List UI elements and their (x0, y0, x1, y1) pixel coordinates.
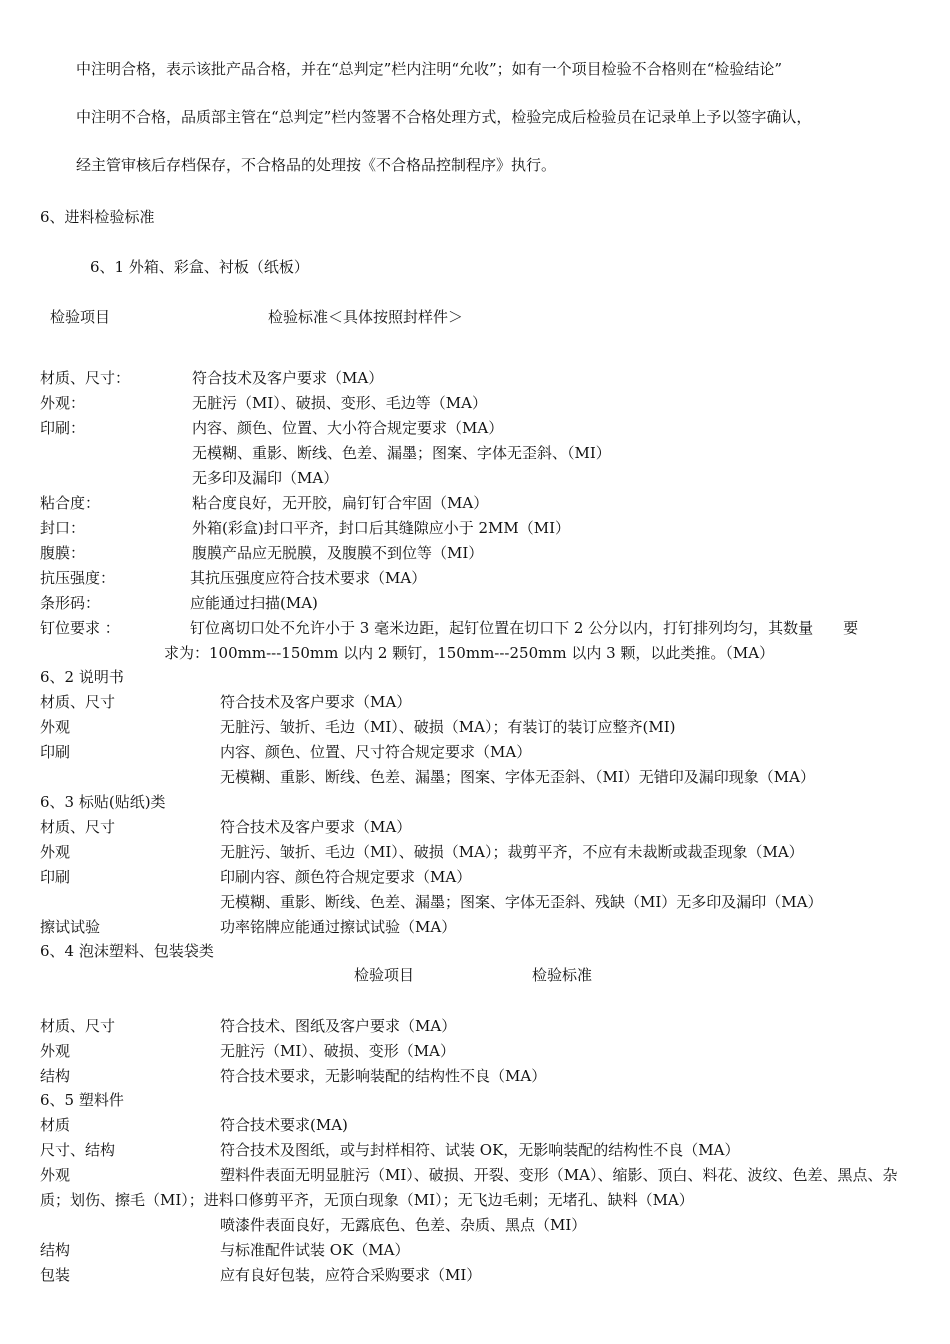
s61-column-standard-header: 检验标准＜具体按照封样件＞ (268, 308, 464, 326)
s64-row-value: 符合技术、图纸及客户要求（MA） (220, 1017, 457, 1035)
s61-row-value: 粘合度良好，无开胶，扁钉钉合牢固（MA） (192, 494, 489, 512)
s63-row-label: 外观 (40, 843, 71, 861)
s64-row-label: 结构 (40, 1067, 71, 1085)
s62-row-label: 印刷 (40, 743, 71, 761)
s65-row-label: 结构 (40, 1241, 71, 1259)
intro-line-1: 中注明合格，表示该批产品合格，并在“总判定”栏内注明“允收”；如有一个项目检验不合格则在“检验结论” (76, 60, 783, 78)
s62-row-label: 材质、尺寸 (40, 693, 116, 711)
s64-row-label: 材质、尺寸 (40, 1017, 116, 1035)
s65-row-value: 符合技术要求(MA) (220, 1116, 348, 1134)
s61-row-value: 腹膜产品应无脱膜，及腹膜不到位等（MI） (192, 544, 484, 562)
s61-row-label: 封口： (40, 519, 86, 537)
s62-row-value: 内容、颜色、位置、尺寸符合规定要求（MA） (220, 743, 532, 761)
s63-row-value: 印刷内容、颜色符合规定要求（MA） (220, 868, 472, 886)
section-6-3-heading: 6、3 标贴(贴纸)类 (40, 793, 166, 811)
s61-row-label: 腹膜： (40, 544, 86, 562)
s61-row-label: 钉位要求 ： (40, 619, 120, 637)
s63-row-value: 功率铭牌应能通过擦试试验（MA） (220, 918, 457, 936)
s61-row-value: 钉位离切口处不允许小于 3 毫米边距，起钉位置在切口下 2 公分以内，打钉排列均匀，其数量 要 (190, 619, 859, 637)
s61-row-label: 条形码： (40, 594, 101, 612)
s64-row-value: 符合技术要求，无影响装配的结构性不良（MA） (220, 1067, 547, 1085)
s65-appearance-continuation: 质；划伤、擦毛（MI）；进料口修剪平齐，无顶白现象（MI）；无飞边毛刺；无堵孔、缺料（MA） (40, 1191, 694, 1209)
s61-row-label: 外观： (40, 394, 86, 412)
s63-row-value: 无脏污、皱折、毛边（MI）、破损（MA）；裁剪平齐，不应有未裁断或裁歪现象（MA） (220, 843, 804, 861)
s61-row-value: 应能通过扫描(MA) (190, 594, 318, 612)
s64-row-label: 外观 (40, 1042, 71, 1060)
s63-row-label: 擦试试验 (40, 918, 101, 936)
s61-row-value: 符合技术及客户要求（MA） (192, 369, 384, 387)
s65-row-label: 外观 (40, 1166, 71, 1184)
s61-row-value: 外箱(彩盒)封口平齐，封口后其缝隙应小于 2MM（MI） (192, 519, 571, 537)
s65-row-value: 符合技术及图纸，或与封样相符、试装 OK，无影响装配的结构性不良（MA） (220, 1141, 740, 1159)
section-6-heading: 6、进料检验标准 (40, 208, 155, 226)
s61-column-item-header: 检验项目 (50, 308, 111, 326)
section-6-1-heading: 6、1 外箱、彩盒、衬板（纸板） (90, 258, 309, 276)
s62-row-value: 无脏污、皱折、毛边（MI）、破损（MA）；有装订的装订应整齐(MI) (220, 718, 676, 736)
s61-row-value: 其抗压强度应符合技术要求（MA） (190, 569, 427, 587)
s61-row-value: 无多印及漏印（MA） (192, 469, 339, 487)
intro-line-3: 经主管审核后存档保存，不合格品的处理按《不合格品控制程序》执行。 (76, 156, 557, 174)
s61-row-label: 印刷： (40, 419, 86, 437)
s64-column-item-header: 检验项目 (354, 966, 415, 984)
s64-column-standard-header: 检验标准 (532, 966, 593, 984)
s61-row-value: 无模糊、重影、断线、色差、漏墨；图案、字体无歪斜、（MI） (192, 444, 611, 462)
section-6-2-heading: 6、2 说明书 (40, 668, 124, 686)
s61-nail-continuation: 求为：100mm---150mm 以内 2 颗钉，150mm---250mm 以内 3 颗，以此类推。（MA） (164, 644, 775, 662)
s61-row-label: 抗压强度： (40, 569, 116, 587)
section-6-4-heading: 6、4 泡沫塑料、包装袋类 (40, 942, 214, 960)
s65-row-value: 与标准配件试装 OK（MA） (220, 1241, 410, 1259)
s65-spray-paint-line: 喷漆件表面良好，无露底色、色差、杂质、黑点（MI） (220, 1216, 587, 1234)
s62-row-value: 无模糊、重影、断线、色差、漏墨；图案、字体无歪斜、（MI）无错印及漏印现象（MA） (220, 768, 815, 786)
section-6-5-heading: 6、5 塑料件 (40, 1091, 124, 1109)
s63-row-label: 材质、尺寸 (40, 818, 116, 836)
s65-row-value: 塑料件表面无明显脏污（MI）、破损、开裂、变形（MA）、缩影、顶白、料花、波纹、色差、黑点、杂 (220, 1166, 898, 1184)
s61-row-value: 内容、颜色、位置、大小符合规定要求（MA） (192, 419, 504, 437)
s65-row-label: 材质 (40, 1116, 71, 1134)
s65-row-label: 包装 (40, 1266, 71, 1284)
s65-row-label: 尺寸、结构 (40, 1141, 116, 1159)
s62-row-label: 外观 (40, 718, 71, 736)
s62-row-value: 符合技术及客户要求（MA） (220, 693, 412, 711)
s61-row-value: 无脏污（MI）、破损、变形、毛边等（MA） (192, 394, 487, 412)
s61-row-label: 粘合度： (40, 494, 101, 512)
s63-row-value: 符合技术及客户要求（MA） (220, 818, 412, 836)
intro-line-2: 中注明不合格，品质部主管在“总判定”栏内签署不合格处理方式，检验完成后检验员在记录单上予以签字确认， (76, 108, 812, 126)
s65-row-value: 应有良好包装，应符合采购要求（MI） (220, 1266, 482, 1284)
s63-row-label: 印刷 (40, 868, 71, 886)
s64-row-value: 无脏污（MI）、破损、变形（MA） (220, 1042, 455, 1060)
s61-row-label: 材质、尺寸： (40, 369, 131, 387)
s63-row-value: 无模糊、重影、断线、色差、漏墨；图案、字体无歪斜、残缺（MI）无多印及漏印（MA） (220, 893, 823, 911)
